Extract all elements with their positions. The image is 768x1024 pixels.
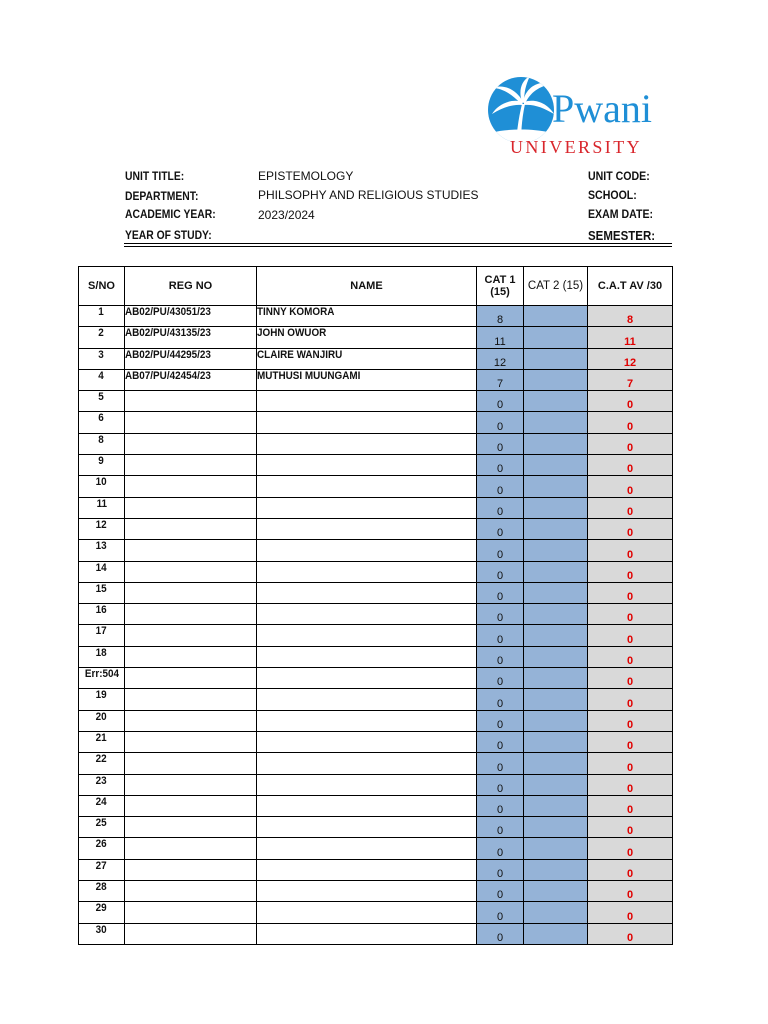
cell-cat2: [524, 604, 588, 625]
table-row: [79, 561, 673, 582]
cell-cat-average: 0: [588, 476, 673, 497]
table-row: [79, 774, 673, 795]
header-cat2: CAT 2 (15): [524, 267, 588, 306]
cell-cat2: [524, 540, 588, 561]
table-row: [79, 497, 673, 518]
cell-name: [257, 774, 477, 795]
cell-reg-no-text: AB02/PU/43051/23: [125, 306, 211, 318]
cell-reg-no: [125, 433, 257, 454]
cell-cat1: 0: [477, 391, 524, 412]
cell-sno: [79, 582, 125, 603]
cell-cat1: 0: [477, 838, 524, 859]
cell-name: [257, 369, 477, 390]
cell-cat1: 11: [477, 327, 524, 348]
cell-sno: [79, 540, 125, 561]
cell-name: [257, 455, 477, 476]
academic-year-label: ACADEMIC YEAR:: [125, 209, 216, 221]
cell-sno-text: 30: [95, 923, 108, 936]
header-cat-average: C.A.T AV /30: [588, 267, 673, 306]
cell-cat1: 0: [477, 859, 524, 880]
cell-sno: [79, 306, 125, 327]
table-row: [79, 455, 673, 476]
cell-reg-no-text: AB02/PU/44295/23: [125, 348, 211, 361]
cell-name: [257, 646, 477, 667]
cell-cat-average: 0: [588, 455, 673, 476]
table-row: [79, 518, 673, 539]
cell-cat1: 0: [477, 881, 524, 902]
cell-name: [257, 348, 477, 369]
table-row: [79, 689, 673, 710]
cell-sno: [79, 391, 125, 412]
cell-sno-text: 2: [98, 327, 105, 340]
cell-name: [257, 306, 477, 327]
cell-cat-average: 0: [588, 625, 673, 646]
cell-cat1: 0: [477, 795, 524, 816]
cell-cat2: [524, 646, 588, 667]
cell-sno: [79, 902, 125, 923]
cell-sno-text: 28: [95, 881, 108, 894]
cell-cat2: [524, 774, 588, 795]
cell-sno: [79, 327, 125, 348]
cell-name: [257, 902, 477, 923]
cell-cat2: [524, 753, 588, 774]
cell-cat-average: 0: [588, 774, 673, 795]
pwani-university-logo: [486, 74, 662, 158]
cell-cat2: [524, 561, 588, 582]
cell-cat1: 0: [477, 923, 524, 944]
table-row: [79, 412, 673, 433]
cell-sno: [79, 668, 125, 689]
table-row: [79, 582, 673, 603]
cell-cat1: 7: [477, 369, 524, 390]
cell-cat-average: 0: [588, 561, 673, 582]
cell-cat-average: 0: [588, 518, 673, 539]
cell-reg-no: [125, 689, 257, 710]
cell-sno: [79, 859, 125, 880]
cell-cat-average: 0: [588, 582, 673, 603]
cell-name: [257, 731, 477, 752]
table-row: [79, 391, 673, 412]
logo-subtitle: UNIVERSITY: [510, 137, 642, 157]
cell-reg-no: [125, 540, 257, 561]
cell-sno-text: 20: [95, 710, 108, 723]
academic-year-value: 2023/2024: [258, 208, 315, 222]
cell-cat-average: 0: [588, 646, 673, 667]
cell-sno: [79, 561, 125, 582]
cell-reg-no: [125, 774, 257, 795]
table-row: [79, 646, 673, 667]
cell-sno-text: 6: [98, 412, 105, 425]
cell-reg-no: [125, 646, 257, 667]
cell-sno-text: 1: [98, 306, 105, 318]
cell-reg-no: [125, 306, 257, 327]
cell-name-text: MUTHUSI MUUNGAMI: [257, 369, 361, 382]
cell-reg-no: [125, 369, 257, 390]
table-row: [79, 902, 673, 923]
cell-sno-text: 4: [98, 369, 105, 382]
cell-reg-no: [125, 518, 257, 539]
cell-sno: [79, 689, 125, 710]
cell-cat2: [524, 689, 588, 710]
cell-sno: [79, 369, 125, 390]
cell-cat1: 0: [477, 774, 524, 795]
cell-reg-no-text: AB07/PU/42454/23: [125, 369, 211, 382]
cell-cat2: [524, 817, 588, 838]
table-row: [79, 668, 673, 689]
cell-sno: [79, 774, 125, 795]
table-row: [79, 710, 673, 731]
table-row: [79, 859, 673, 880]
cell-cat1: 0: [477, 497, 524, 518]
cell-sno: [79, 731, 125, 752]
cell-cat1: 0: [477, 817, 524, 838]
cell-name: [257, 540, 477, 561]
cell-name: [257, 881, 477, 902]
cell-cat2: [524, 582, 588, 603]
table-row: [79, 795, 673, 816]
cell-sno-text: 8: [98, 433, 105, 446]
cell-cat1: 0: [477, 668, 524, 689]
cell-name-text: JOHN OWUOR: [257, 327, 327, 340]
school-label: SCHOOL:: [588, 190, 637, 202]
cell-cat-average: 0: [588, 838, 673, 859]
cell-cat-average: 11: [588, 327, 673, 348]
table-row: [79, 604, 673, 625]
header-reg-no: REG NO: [125, 267, 257, 306]
cell-name: [257, 327, 477, 348]
palm-sun-logo-icon: [486, 74, 662, 158]
cell-reg-no: [125, 476, 257, 497]
cell-cat2: [524, 625, 588, 646]
unit-title-label: UNIT TITLE:: [125, 171, 185, 183]
cell-reg-no: [125, 923, 257, 944]
table-row: [79, 540, 673, 561]
cell-sno-text: 25: [95, 817, 108, 830]
cell-reg-no-text: AB02/PU/43135/23: [125, 327, 211, 340]
cell-cat2: [524, 731, 588, 752]
cell-name: [257, 817, 477, 838]
cell-sno-text: 10: [95, 476, 108, 489]
cell-cat-average: 7: [588, 369, 673, 390]
cell-cat-average: 0: [588, 497, 673, 518]
cell-name: [257, 433, 477, 454]
cell-sno-text: 21: [95, 731, 108, 744]
cell-name: [257, 710, 477, 731]
cell-reg-no: [125, 582, 257, 603]
cell-cat-average: 0: [588, 391, 673, 412]
cell-reg-no: [125, 795, 257, 816]
cell-cat-average: 0: [588, 668, 673, 689]
cell-cat1: 0: [477, 412, 524, 433]
cell-sno-text: 22: [95, 753, 108, 766]
unit-title-value: EPISTEMOLOGY: [258, 169, 354, 183]
cell-cat-average: 12: [588, 348, 673, 369]
cell-sno: [79, 753, 125, 774]
department-value: PHILSOPHY AND RELIGIOUS STUDIES: [258, 188, 479, 202]
cell-reg-no: [125, 561, 257, 582]
cell-cat2: [524, 455, 588, 476]
cell-reg-no: [125, 817, 257, 838]
cell-name: [257, 689, 477, 710]
cell-cat1: 12: [477, 348, 524, 369]
cell-cat1: 0: [477, 625, 524, 646]
cell-cat2: [524, 327, 588, 348]
cell-cat-average: 0: [588, 689, 673, 710]
cell-name: [257, 561, 477, 582]
cell-cat-average: 0: [588, 710, 673, 731]
cell-sno: [79, 646, 125, 667]
cell-cat1: 0: [477, 710, 524, 731]
cell-reg-no: [125, 604, 257, 625]
cell-cat2: [524, 902, 588, 923]
header-cat1-line1: CAT 1: [484, 274, 516, 286]
cell-cat2: [524, 859, 588, 880]
header-sno: S/NO: [79, 267, 125, 306]
cell-reg-no: [125, 753, 257, 774]
cell-cat2: [524, 518, 588, 539]
cell-sno: [79, 497, 125, 518]
cell-name-text: CLAIRE WANJIRU: [257, 348, 343, 361]
cell-cat1: 8: [477, 306, 524, 327]
table-row: [79, 753, 673, 774]
cell-cat2: [524, 710, 588, 731]
cell-reg-no: [125, 668, 257, 689]
cell-cat2: [524, 497, 588, 518]
cell-cat1: 0: [477, 561, 524, 582]
cell-cat-average: 0: [588, 412, 673, 433]
cell-cat2: [524, 306, 588, 327]
cell-cat-average: 0: [588, 881, 673, 902]
cell-sno-text: 27: [95, 859, 108, 872]
cell-name: [257, 753, 477, 774]
cell-name: [257, 668, 477, 689]
table-row: [79, 625, 673, 646]
cell-cat-average: 0: [588, 923, 673, 944]
cell-name: [257, 923, 477, 944]
table-row: [79, 476, 673, 497]
cell-cat2: [524, 412, 588, 433]
table-row: [79, 348, 673, 369]
cell-cat2: [524, 433, 588, 454]
cell-cat-average: 0: [588, 433, 673, 454]
logo-wordmark: Pwani: [552, 86, 652, 131]
cell-cat2: [524, 348, 588, 369]
cell-cat2: [524, 668, 588, 689]
cell-sno-text: 9: [98, 455, 105, 468]
cell-sno-text: 24: [95, 795, 108, 808]
cell-sno-text: 18: [95, 646, 108, 659]
cell-reg-no: [125, 625, 257, 646]
cell-name: [257, 604, 477, 625]
cell-cat2: [524, 476, 588, 497]
cell-cat1: 0: [477, 518, 524, 539]
cell-sno-text: 23: [95, 774, 108, 787]
unit-code-label: UNIT CODE:: [588, 171, 650, 183]
table-row: [79, 923, 673, 944]
cell-sno: [79, 455, 125, 476]
cell-sno-text: 13: [95, 540, 108, 553]
cell-name: [257, 497, 477, 518]
cell-cat1: 0: [477, 604, 524, 625]
cell-name: [257, 582, 477, 603]
cell-name: [257, 476, 477, 497]
cell-name: [257, 838, 477, 859]
cell-reg-no: [125, 327, 257, 348]
cell-reg-no: [125, 710, 257, 731]
cell-sno: [79, 923, 125, 944]
header-cat1: [477, 267, 524, 306]
cell-reg-no: [125, 391, 257, 412]
cell-cat-average: 0: [588, 604, 673, 625]
cell-name: [257, 412, 477, 433]
cell-sno: [79, 604, 125, 625]
cell-sno-text: 19: [95, 689, 108, 702]
cell-sno-text: Err:504: [84, 668, 119, 681]
cell-cat2: [524, 881, 588, 902]
cell-cat1: 0: [477, 433, 524, 454]
cell-reg-no: [125, 731, 257, 752]
cell-sno: [79, 433, 125, 454]
cell-cat-average: 0: [588, 731, 673, 752]
cell-cat-average: 0: [588, 902, 673, 923]
cell-cat1: 0: [477, 902, 524, 923]
cell-reg-no: [125, 838, 257, 859]
cell-name: [257, 859, 477, 880]
cell-cat-average: 0: [588, 859, 673, 880]
results-table: [78, 266, 673, 945]
header-name: NAME: [257, 267, 477, 306]
exam-date-label: EXAM DATE:: [588, 209, 654, 221]
cell-sno-text: 14: [95, 561, 108, 574]
table-row: [79, 731, 673, 752]
cell-sno-text: 12: [95, 518, 108, 531]
cell-cat-average: 0: [588, 753, 673, 774]
cell-sno-text: 15: [95, 582, 108, 595]
cell-reg-no: [125, 881, 257, 902]
cell-sno-text: 26: [95, 838, 108, 851]
cell-sno: [79, 838, 125, 859]
table-header-row: [79, 267, 673, 306]
cell-cat1: 0: [477, 540, 524, 561]
semester-label: SEMESTER:: [588, 229, 656, 243]
cell-cat2: [524, 838, 588, 859]
cell-cat2: [524, 795, 588, 816]
cell-cat-average: 0: [588, 817, 673, 838]
table-row: [79, 327, 673, 348]
header-cat1-line2: (15): [490, 286, 510, 298]
cell-cat1: 0: [477, 476, 524, 497]
cell-sno: [79, 476, 125, 497]
cell-sno-text: 29: [95, 902, 108, 915]
cell-cat1: 0: [477, 455, 524, 476]
cell-name-text: TINNY KOMORA: [257, 306, 335, 318]
cell-sno-text: 5: [98, 391, 105, 404]
cell-sno-text: 3: [98, 348, 105, 361]
table-row: [79, 306, 673, 327]
header-rule-bottom: [124, 246, 672, 247]
cell-cat1: 0: [477, 689, 524, 710]
cell-reg-no: [125, 902, 257, 923]
cell-name: [257, 625, 477, 646]
cell-name: [257, 518, 477, 539]
cell-sno-text: 16: [95, 604, 108, 617]
cell-name: [257, 391, 477, 412]
cell-sno-text: 17: [95, 625, 108, 638]
cell-cat1: 0: [477, 582, 524, 603]
table-row: [79, 838, 673, 859]
year-of-study-label: YEAR OF STUDY:: [125, 230, 212, 242]
cell-reg-no: [125, 497, 257, 518]
cell-sno: [79, 625, 125, 646]
cell-sno-text: 11: [96, 497, 107, 510]
cell-sno: [79, 710, 125, 731]
table-row: [79, 433, 673, 454]
cell-sno: [79, 817, 125, 838]
table-row: [79, 817, 673, 838]
cell-cat-average: 0: [588, 540, 673, 561]
cell-cat2: [524, 369, 588, 390]
cell-reg-no: [125, 412, 257, 433]
cell-name: [257, 795, 477, 816]
cell-reg-no: [125, 455, 257, 476]
cell-sno: [79, 518, 125, 539]
cell-cat-average: 0: [588, 795, 673, 816]
cell-cat1: 0: [477, 646, 524, 667]
cell-sno: [79, 348, 125, 369]
cell-cat2: [524, 391, 588, 412]
table-row: [79, 369, 673, 390]
cell-cat2: [524, 923, 588, 944]
cell-sno: [79, 881, 125, 902]
header-rule-top: [124, 243, 672, 244]
cell-cat1: 0: [477, 731, 524, 752]
table-row: [79, 881, 673, 902]
cell-cat1: 0: [477, 753, 524, 774]
cell-reg-no: [125, 348, 257, 369]
department-label: DEPARTMENT:: [125, 191, 199, 203]
cell-reg-no: [125, 859, 257, 880]
cell-sno: [79, 795, 125, 816]
cell-sno: [79, 412, 125, 433]
cell-cat-average: 8: [588, 306, 673, 327]
